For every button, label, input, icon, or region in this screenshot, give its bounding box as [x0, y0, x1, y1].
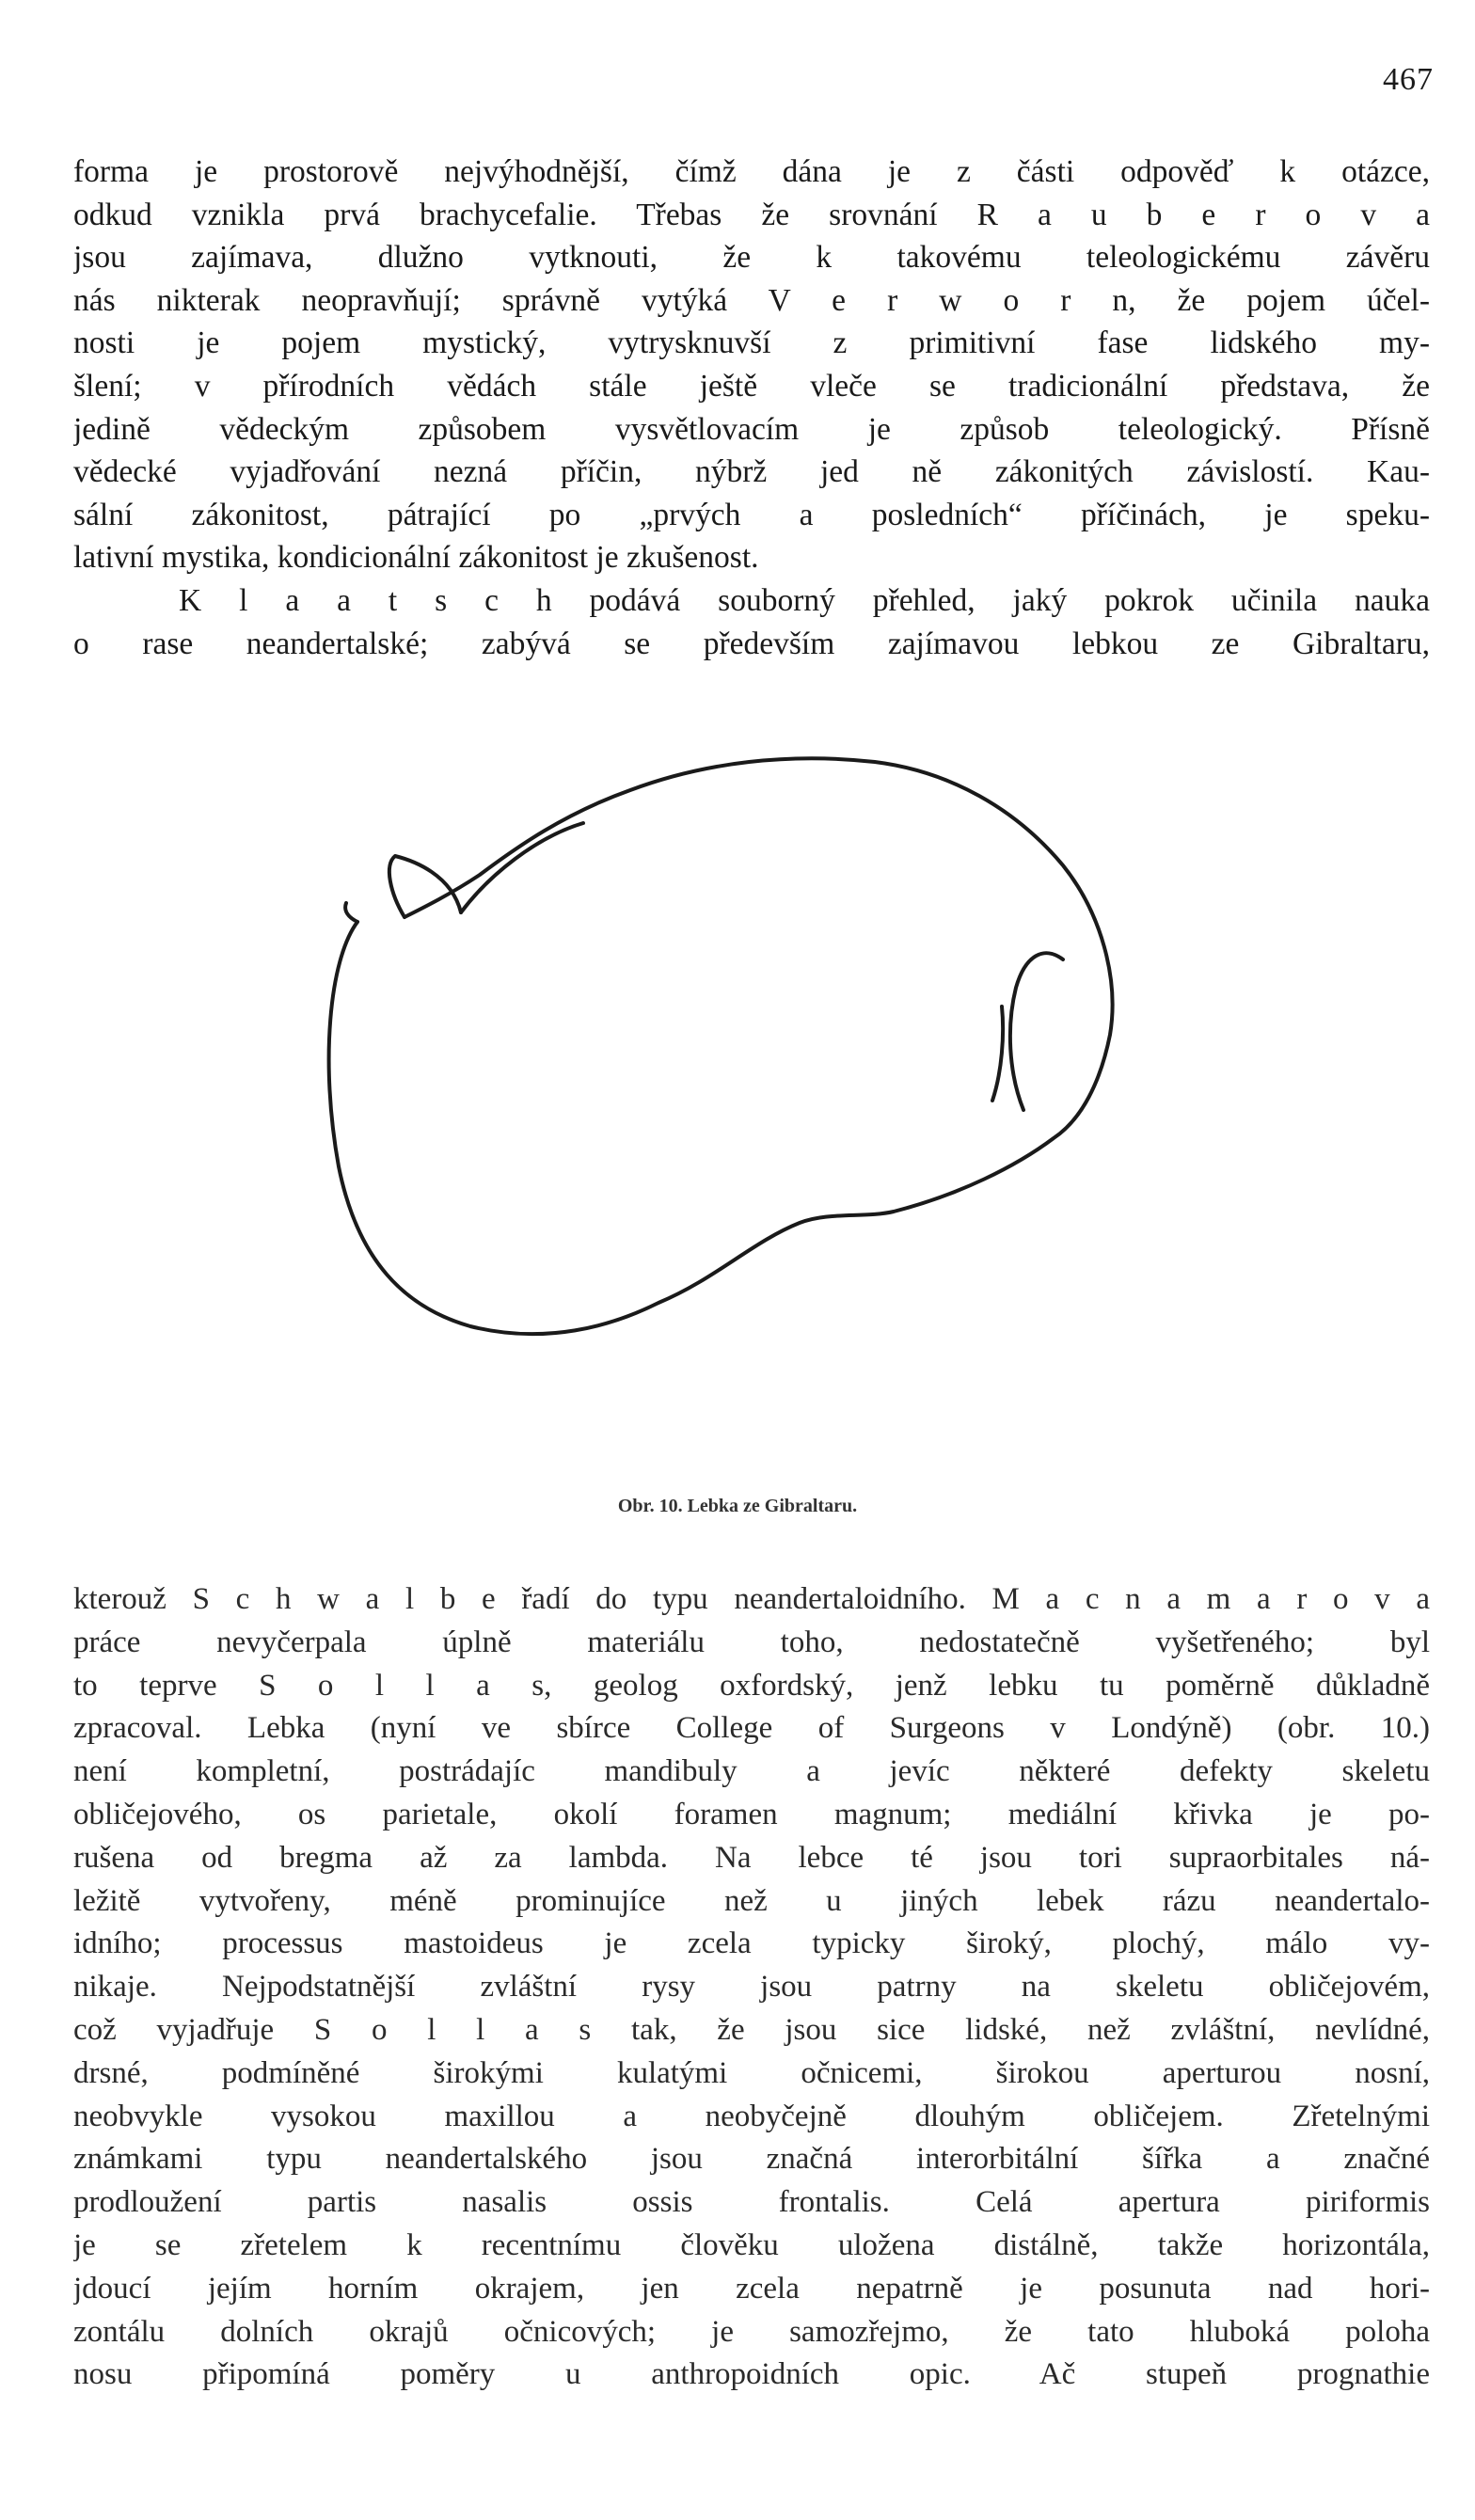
text-line: zontálu dolních okrajů očnicových; je samozřejmo, že tato hluboká poloha: [73, 2314, 1430, 2349]
text-line: drsné, podmíněné širokými kulatými očnicemi, širokou aperturou nosní,: [73, 2055, 1430, 2090]
text-line: neobvykle vysokou maxillou a neobyčejně dlouhým obličejem. Zřetelnými: [73, 2099, 1430, 2133]
skull-outline-path: [461, 823, 583, 912]
text-line: rušena od bregma až za lambda. Na lebce té jsou tori supraorbitales ná-: [73, 1840, 1430, 1875]
page-number: 467: [1383, 62, 1434, 97]
text-line: ležitě vytvořeny, méně prominujíce než u jiných lebek rázu neandertalo-: [73, 1883, 1430, 1918]
text-line: K l a a t s c h podává souborný přehled, jaký pokrok učinila nauka: [179, 582, 1430, 618]
skull-outline-figure: [301, 753, 1223, 1505]
skull-outline-drawing: [301, 753, 1223, 1505]
text-line: práce nevyčerpala úplně materiálu toho, nedostatečně vyšetřeného; byl: [73, 1625, 1430, 1659]
text-line: idního; processus mastoideus je zcela typicky široký, plochý, málo vy-: [73, 1926, 1430, 1961]
skull-outline-path: [329, 758, 1113, 1334]
text-line: nosti je pojem mystický, vytrysknuvší z primitivní fase lidského my-: [73, 325, 1430, 361]
text-line: není kompletní, postrádajíc mandibuly a jevíc některé defekty skeletu: [73, 1754, 1430, 1789]
text-line: jdoucí jejím horním okrajem, jen zcela nepatrně je posunuta nad hori-: [73, 2271, 1430, 2306]
text-line: známkami typu neandertalského jsou značná interorbitální šířka a značné: [73, 2142, 1430, 2177]
skull-outline-path: [992, 1006, 1003, 1101]
text-line: nosu připomíná poměry u anthropoidních opic. Ač stupeň prognathie: [73, 2357, 1430, 2392]
text-line: o rase neandertalské; zabývá se především zajímavou lebkou ze Gibraltaru,: [73, 626, 1430, 661]
text-line: sální zákonitost, pátrající po „prvých a posledních“ příčinách, je speku-: [73, 497, 1430, 532]
text-line: kterouž S c h w a l b e řadí do typu neandertaloidního. M a c n a m a r o v a: [73, 1582, 1430, 1616]
text-line: vědecké vyjadřování nezná příčin, nýbrž jed ně zákonitých závislostí. Kau-: [73, 454, 1430, 490]
text-line: forma je prostorově nejvýhodnější, čímž dána je z části odpověď k otázce,: [73, 154, 1430, 189]
skull-outline-path: [1010, 953, 1063, 1110]
text-line: jsou zajímava, dlužno vytknouti, že k takovému teleologickému závěru: [73, 240, 1430, 276]
text-line: nikaje. Nejpodstatnější zvláštní rysy jsou patrny na skeletu obličejovém,: [73, 1970, 1430, 2005]
text-line: nás nikterak neopravňují; správně vytýká V e r w o r n, že pojem účel-: [73, 282, 1430, 318]
text-line: zpracoval. Lebka (nyní ve sbírce College of Surgeons v Londýně) (obr. 10.): [73, 1711, 1430, 1746]
text-line: což vyjadřuje S o l l a s tak, že jsou sice lidské, než zvláštní, nevlídné,: [73, 2012, 1430, 2047]
text-line: odkud vznikla prvá brachycefalie. Třebas že srovnání R a u b e r o v a: [73, 197, 1430, 232]
top-paragraph: [73, 151, 1430, 665]
text-line: je se zřetelem k recentnímu člověku uložena distálně, takže horizontála,: [73, 2227, 1430, 2262]
text-line: to teprve S o l l a s, geolog oxfordský, jenž lebku tu poměrně důkladně: [73, 1668, 1430, 1703]
text-line: prodloužení partis nasalis ossis frontalis. Celá apertura piriformis: [73, 2185, 1430, 2220]
figure-caption: Obr. 10. Lebka ze Gibraltaru.: [617, 1496, 858, 1516]
text-line: šlení; v přírodních vědách stále ještě vleče se tradicionální představa, že: [73, 368, 1430, 404]
skull-outline-path: [345, 903, 357, 922]
text-line: lativní mystika, kondicionální zákonitost je zkušenost.: [73, 540, 759, 576]
text-line: obličejového, os parietale, okolí foramen magnum; mediální křivka je po-: [73, 1797, 1430, 1831]
text-line: jedině vědeckým způsobem vysvětlovacím je způsob teleologický. Přísně: [73, 411, 1430, 447]
bottom-paragraph: [73, 1578, 1430, 2397]
